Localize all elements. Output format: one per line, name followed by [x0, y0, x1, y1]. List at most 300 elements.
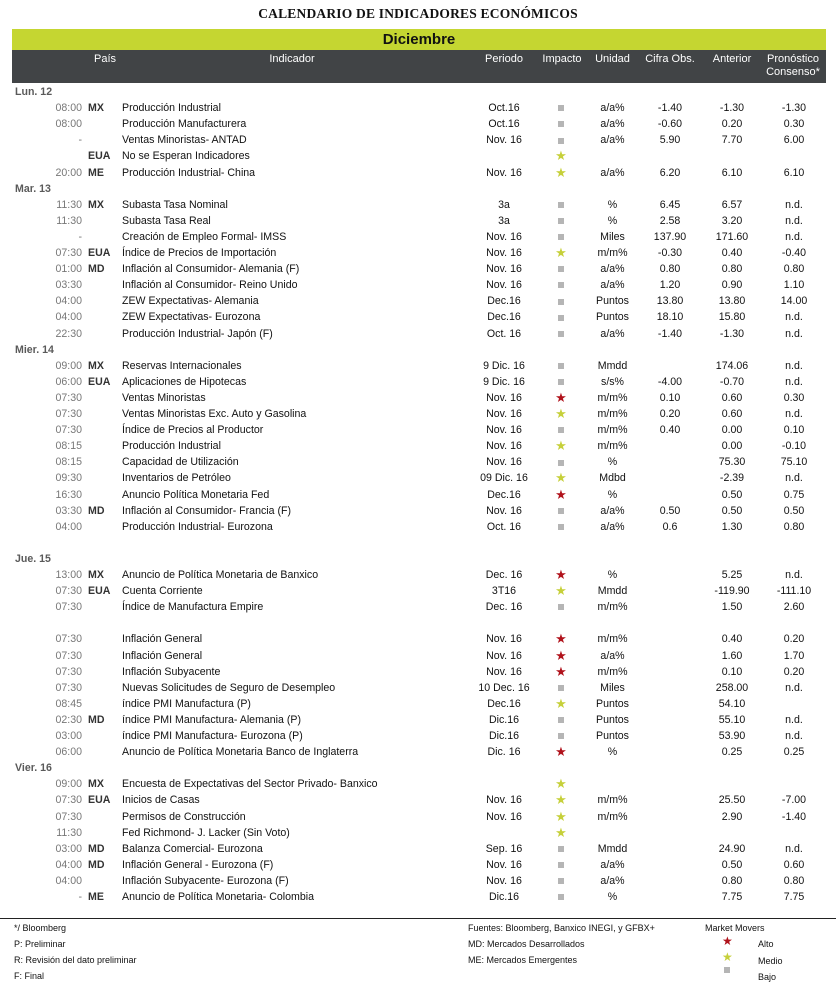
impact-low-square-icon: [545, 197, 577, 213]
time-cell: 06:00: [55, 746, 82, 759]
impact-low-square-icon: [545, 519, 577, 535]
forecast-cell: -1.40: [781, 810, 807, 823]
indicator-cell: Inflación General - Eurozona (F): [122, 858, 274, 871]
table-row: [12, 873, 826, 889]
forecast-cell: 0.80: [783, 520, 805, 533]
time-cell: 07:30: [55, 681, 82, 694]
indicator-cell: índice PMI Manufactura (P): [122, 697, 251, 710]
time-cell: 09:30: [55, 472, 82, 485]
indicator-cell: Ventas Minoristas- ANTAD: [122, 134, 247, 147]
unit-cell: m/m%: [597, 424, 628, 437]
unit-cell: m/m%: [597, 633, 628, 646]
indicator-cell: ZEW Expectativas- Eurozona: [122, 311, 261, 324]
day-header-row: [12, 342, 826, 358]
country-cell: EUA: [88, 375, 111, 388]
indicator-cell: Producción Industrial- China: [122, 166, 256, 179]
previous-cell: 0.60: [721, 391, 743, 404]
period-cell: Nov. 16: [486, 279, 522, 292]
unit-cell: m/m%: [597, 601, 628, 614]
impact-medium-star-icon: ★: [555, 695, 567, 711]
previous-cell: -0.70: [719, 375, 745, 388]
indicator-cell: Anuncio de Política Monetaria- Colombia: [122, 891, 314, 903]
spacer-row: [12, 615, 826, 631]
period-cell: Oct.16: [488, 102, 520, 115]
legend-alto-icon: ★: [722, 934, 733, 948]
forecast-cell: 6.00: [783, 134, 805, 147]
period-cell: Nov. 16: [486, 810, 522, 823]
country-cell: MD: [88, 504, 105, 517]
header-impacto: Impacto: [542, 53, 582, 65]
impact-low-square-icon: [545, 889, 577, 905]
indicator-cell: Encuesta de Expectativas del Sector Privado- Banxico: [122, 778, 378, 791]
forecast-cell: n.d.: [785, 713, 803, 726]
period-cell: Nov. 16: [486, 408, 522, 420]
country-cell: MX: [88, 778, 104, 791]
previous-cell: 5.25: [721, 569, 743, 581]
indicator-cell: Producción Manufacturera: [122, 118, 247, 131]
indicator-cell: Nuevas Solicitudes de Seguro de Desempleo: [122, 681, 336, 694]
country-cell: MD: [88, 263, 105, 276]
legend-medio-label: Medio: [758, 956, 783, 966]
previous-cell: 174.06: [715, 359, 749, 372]
forecast-cell: n.d.: [785, 198, 803, 211]
obs-cell: -0.30: [657, 247, 683, 259]
header-indicador: Indicador: [269, 53, 315, 65]
country-cell: MX: [88, 359, 104, 372]
header-unidad: Unidad: [595, 53, 630, 65]
unit-cell: m/m%: [597, 440, 628, 453]
time-cell: 04:00: [55, 295, 82, 308]
day-label: Mier. 14: [15, 343, 54, 356]
period-cell: Dec.16: [487, 697, 521, 710]
table-row: [12, 712, 826, 728]
table-row: [12, 809, 826, 825]
time-cell: 06:00: [55, 375, 82, 388]
previous-cell: 7.75: [721, 891, 743, 903]
table-row: [12, 406, 826, 422]
forecast-cell: n.d.: [785, 375, 803, 388]
period-cell: Dic.16: [488, 713, 520, 726]
impact-medium-star-icon: ★: [555, 245, 567, 260]
forecast-cell: n.d.: [785, 472, 803, 485]
impact-low-square-icon: [545, 326, 577, 342]
table-row: [12, 841, 826, 857]
table-row: [12, 116, 826, 132]
forecast-cell: 0.20: [783, 665, 805, 678]
indicator-cell: Anuncio de Política Monetaria Banco de Inglaterra: [122, 746, 359, 759]
unit-cell: Mdbd: [599, 472, 626, 485]
day-header-row: [12, 181, 826, 197]
impact-low-square-icon: [545, 599, 577, 615]
previous-cell: 53.90: [718, 730, 746, 742]
previous-cell: 54.10: [718, 697, 746, 710]
impact-low-square-icon: [545, 374, 577, 390]
impact-low-square-icon: [545, 116, 577, 132]
impact-high-star-icon: ★: [555, 647, 567, 663]
impact-high-star-icon: ★: [555, 567, 567, 582]
previous-cell: 2.90: [721, 810, 743, 823]
forecast-cell: n.d.: [785, 327, 803, 340]
header-pronostico-line1: Pronóstico: [767, 53, 819, 65]
previous-cell: 171.60: [715, 230, 749, 243]
unit-cell: a/a%: [600, 166, 625, 179]
unit-cell: a/a%: [600, 102, 625, 115]
unit-cell: %: [607, 569, 618, 581]
unit-cell: Puntos: [596, 697, 629, 710]
indicator-cell: Subasta Tasa Nominal: [122, 198, 228, 211]
country-cell: EUA: [88, 794, 111, 807]
period-cell: Dec. 16: [485, 601, 523, 614]
impact-medium-star-icon: ★: [555, 438, 567, 454]
indicator-cell: índice PMI Manufactura- Alemania (P): [122, 713, 301, 726]
indicator-cell: Producción Industrial: [122, 102, 221, 115]
previous-cell: 0.20: [721, 118, 743, 131]
time-cell: 08:00: [55, 102, 82, 115]
table-row: [12, 696, 826, 712]
country-cell: MD: [88, 842, 105, 855]
period-cell: Nov. 16: [486, 633, 522, 646]
footer-note-p: P: Preliminar: [14, 939, 66, 949]
indicator-cell: Inventarios de Petróleo: [122, 472, 231, 485]
period-cell: Sep. 16: [485, 842, 523, 855]
previous-cell: 0.25: [721, 746, 743, 759]
forecast-cell: 7.75: [783, 891, 805, 903]
time-cell: 09:00: [55, 778, 82, 791]
impact-low-square-icon: [545, 454, 577, 470]
unit-cell: m/m%: [597, 408, 628, 420]
indicator-cell: Capacidad de Utilización: [122, 456, 239, 469]
period-cell: Nov. 16: [486, 504, 522, 517]
previous-cell: -1.30: [719, 327, 745, 340]
country-cell: MX: [88, 198, 104, 211]
impact-medium-star-icon: ★: [555, 148, 567, 164]
impact-medium-star-icon: ★: [555, 824, 567, 840]
previous-cell: 0.50: [721, 858, 743, 871]
impact-low-square-icon: [545, 293, 577, 309]
impact-low-square-icon: [545, 358, 577, 374]
header-cifra-obs: Cifra Obs.: [645, 53, 695, 65]
indicator-cell: Aplicaciones de Hipotecas: [122, 375, 247, 388]
previous-cell: 55.10: [718, 713, 746, 726]
obs-cell: 13.80: [656, 295, 684, 308]
period-cell: Nov. 16: [486, 858, 522, 871]
legend-bajo-icon: [724, 967, 730, 973]
table-row: [12, 229, 826, 245]
indicator-cell: Cuenta Corriente: [122, 585, 203, 598]
country-cell: MD: [88, 713, 105, 726]
table-row: [12, 519, 826, 535]
period-cell: Dec.16: [487, 295, 521, 308]
country-cell: MX: [88, 569, 104, 581]
obs-cell: -4.00: [657, 375, 683, 388]
table-row: [12, 599, 826, 615]
previous-cell: 24.90: [718, 842, 746, 855]
obs-cell: 6.20: [659, 166, 681, 179]
obs-cell: 18.10: [656, 311, 684, 324]
indicator-cell: ZEW Expectativas- Alemania: [122, 295, 259, 308]
time-cell: 08:15: [55, 440, 82, 453]
footer-note-f: F: Final: [14, 971, 45, 981]
table-row: [12, 326, 826, 342]
time-cell: 22:30: [55, 327, 82, 340]
time-cell: 07:30: [55, 424, 82, 437]
indicator-cell: Índice de Precios de Importación: [122, 247, 277, 259]
time-cell: 08:15: [55, 456, 82, 469]
period-cell: Nov. 16: [486, 166, 522, 179]
table-row: [12, 100, 826, 116]
previous-cell: 13.80: [718, 295, 746, 308]
previous-cell: 258.00: [715, 681, 749, 694]
previous-cell: 0.40: [721, 247, 743, 259]
time-cell: 11:30: [56, 214, 82, 227]
period-cell: Nov. 16: [486, 247, 522, 259]
table-row: [12, 438, 826, 454]
table-row: [12, 792, 826, 808]
unit-cell: m/m%: [597, 794, 628, 807]
indicator-cell: Inflación Subyacente- Eurozona (F): [122, 874, 289, 887]
day-label: Mar. 13: [15, 182, 51, 195]
forecast-cell: n.d.: [785, 681, 803, 694]
time-cell: 03:30: [55, 504, 82, 517]
period-cell: Nov. 16: [486, 874, 522, 887]
header-pronostico: [760, 53, 826, 79]
unit-cell: s/s%: [601, 375, 624, 388]
impact-high-star-icon: ★: [555, 486, 567, 502]
impact-low-square-icon: [545, 100, 577, 116]
impact-low-square-icon: [545, 873, 577, 889]
table-row: [12, 567, 826, 583]
time-cell: 07:30: [55, 585, 82, 598]
previous-cell: 0.80: [721, 263, 743, 276]
previous-cell: 0.50: [721, 488, 743, 501]
period-cell: 3a: [498, 198, 510, 211]
impact-low-square-icon: [545, 132, 577, 148]
forecast-cell: n.d.: [785, 569, 803, 581]
previous-cell: 0.50: [721, 504, 743, 517]
unit-cell: %: [607, 891, 618, 903]
time-cell: 11:30: [56, 826, 82, 839]
previous-cell: 0.80: [721, 874, 743, 887]
time-cell: 08:45: [55, 697, 82, 710]
country-cell: MD: [88, 858, 105, 871]
month-banner: Diciembre: [12, 29, 826, 50]
time-cell: -: [78, 134, 82, 147]
forecast-cell: 0.80: [783, 263, 805, 276]
time-cell: 13:00: [55, 569, 82, 581]
time-cell: 11:30: [56, 198, 82, 211]
time-cell: -: [78, 230, 82, 243]
previous-cell: 6.57: [721, 198, 743, 211]
impact-high-star-icon: ★: [555, 744, 567, 760]
day-header-row: [12, 84, 826, 100]
period-cell: Dec. 16: [485, 569, 523, 581]
time-cell: 07:30: [55, 665, 82, 678]
forecast-cell: 2.60: [783, 601, 805, 614]
table-row: [12, 728, 826, 744]
time-cell: 07:30: [55, 601, 82, 614]
period-cell: 09 Dic. 16: [480, 472, 528, 485]
day-header-row: [12, 551, 826, 567]
indicator-cell: Balanza Comercial- Eurozona: [122, 842, 263, 855]
indicator-cell: Anuncio de Política Monetaria de Banxico: [122, 569, 319, 581]
table-row: [12, 503, 826, 519]
time-cell: 07:30: [55, 794, 82, 807]
time-cell: 04:00: [55, 520, 82, 533]
impact-medium-star-icon: ★: [555, 776, 567, 792]
obs-cell: 6.45: [659, 198, 681, 211]
table-row: [12, 889, 826, 905]
impact-low-square-icon: [545, 229, 577, 245]
table-row: [12, 776, 826, 792]
period-cell: 10 Dec. 16: [478, 681, 530, 694]
forecast-cell: 0.80: [783, 874, 805, 887]
indicator-cell: Inflación General: [122, 633, 203, 646]
unit-cell: a/a%: [600, 520, 625, 533]
header-periodo: Periodo: [485, 53, 523, 65]
time-cell: 07:30: [55, 810, 82, 823]
unit-cell: m/m%: [597, 665, 628, 678]
forecast-cell: -111.10: [776, 585, 812, 598]
page-title: CALENDARIO DE INDICADORES ECONÓMICOS: [258, 6, 578, 21]
table-row: [12, 857, 826, 873]
indicator-cell: Inflación al Consumidor- Alemania (F): [122, 263, 300, 276]
table-header: [12, 50, 826, 83]
forecast-cell: 0.10: [783, 424, 805, 437]
table-row: [12, 631, 826, 647]
indicator-cell: Inflación Subyacente: [122, 665, 221, 678]
time-cell: 03:00: [55, 730, 82, 742]
unit-cell: m/m%: [597, 810, 628, 823]
time-cell: 07:30: [55, 408, 82, 420]
obs-cell: 5.90: [659, 134, 681, 147]
time-cell: 07:30: [55, 247, 82, 259]
indicator-cell: Ventas Minoristas: [122, 391, 206, 404]
forecast-cell: 6.10: [783, 166, 805, 179]
impact-low-square-icon: [545, 422, 577, 438]
unit-cell: a/a%: [600, 263, 625, 276]
previous-cell: -119.90: [714, 585, 750, 598]
time-cell: 08:00: [55, 118, 82, 131]
impact-low-square-icon: [545, 712, 577, 728]
table-row: [12, 277, 826, 293]
legend-bajo-label: Bajo: [758, 972, 777, 982]
indicator-cell: Reservas Internacionales: [122, 359, 242, 372]
time-cell: 03:30: [55, 279, 82, 292]
impact-low-square-icon: [545, 857, 577, 873]
day-header-row: [12, 760, 826, 776]
impact-high-star-icon: ★: [555, 389, 567, 405]
impact-low-square-icon: [545, 261, 577, 277]
period-cell: Dic.16: [488, 730, 520, 742]
period-cell: Nov. 16: [486, 424, 522, 437]
footer-md: MD: Mercados Desarrollados: [468, 939, 585, 949]
forecast-cell: -1.30: [781, 102, 807, 115]
day-label: Lun. 12: [15, 86, 53, 98]
unit-cell: Mmdd: [597, 585, 628, 598]
forecast-cell: 0.75: [783, 488, 805, 501]
time-cell: 16:30: [55, 488, 82, 501]
unit-cell: Puntos: [596, 730, 629, 742]
impact-low-square-icon: [545, 309, 577, 325]
previous-cell: 1.60: [721, 649, 743, 662]
footer-note-r: R: Revisión del dato preliminar: [14, 955, 137, 965]
previous-cell: 75.30: [718, 456, 746, 469]
table-row: [12, 487, 826, 503]
unit-cell: %: [607, 488, 618, 501]
unit-cell: a/a%: [600, 649, 625, 662]
forecast-cell: -7.00: [781, 794, 807, 807]
impact-high-star-icon: ★: [555, 663, 567, 679]
indicator-cell: Ventas Minoristas Exc. Auto y Gasolina: [122, 408, 307, 420]
period-cell: Nov. 16: [486, 665, 522, 678]
time-cell: 03:00: [55, 842, 82, 855]
table-row: [12, 213, 826, 229]
country-cell: MX: [88, 102, 104, 115]
indicator-cell: Inicios de Casas: [122, 794, 200, 807]
period-cell: Nov. 16: [486, 456, 522, 469]
time-cell: 04:00: [55, 874, 82, 887]
previous-cell: 6.10: [721, 166, 743, 179]
time-cell: 01:00: [55, 263, 82, 276]
forecast-cell: 0.25: [783, 746, 805, 759]
table-row: [12, 293, 826, 309]
forecast-cell: n.d.: [785, 730, 803, 742]
period-cell: Nov. 16: [486, 649, 522, 662]
previous-cell: 0.40: [721, 633, 743, 646]
legend-title: Market Movers: [705, 923, 765, 933]
impact-low-square-icon: [545, 503, 577, 519]
impact-low-square-icon: [545, 841, 577, 857]
period-cell: 3T16: [491, 585, 517, 598]
unit-cell: Puntos: [596, 311, 629, 324]
previous-cell: 1.50: [721, 601, 743, 614]
previous-cell: 0.10: [721, 665, 743, 678]
time-cell: 07:30: [55, 649, 82, 662]
table-row: [12, 197, 826, 213]
impact-low-square-icon: [545, 277, 577, 293]
unit-cell: a/a%: [600, 858, 625, 871]
time-cell: 04:00: [55, 858, 82, 871]
impact-high-star-icon: ★: [555, 631, 567, 647]
forecast-cell: n.d.: [785, 408, 803, 420]
period-cell: Dec.16: [487, 488, 521, 501]
previous-cell: 0.90: [721, 279, 743, 292]
forecast-cell: n.d.: [785, 214, 803, 227]
indicator-cell: No se Esperan Indicadores: [122, 150, 250, 163]
period-cell: Nov. 16: [486, 134, 522, 147]
time-cell: 20:00: [55, 166, 82, 179]
table-row: [12, 165, 826, 181]
table-row: [12, 374, 826, 390]
indicator-cell: Índice de Manufactura Empire: [122, 601, 264, 614]
obs-cell: 0.50: [659, 504, 681, 517]
indicator-cell: Inflación al Consumidor- Reino Unido: [122, 279, 298, 292]
time-cell: 04:00: [55, 311, 82, 324]
table-row: [12, 454, 826, 470]
unit-cell: Mmdd: [597, 842, 628, 855]
country-cell: ME: [88, 166, 104, 179]
previous-cell: 0.00: [721, 424, 743, 437]
previous-cell: 25.50: [718, 794, 746, 807]
indicator-cell: Producción Industrial- Japón (F): [122, 327, 273, 340]
impact-medium-star-icon: ★: [555, 792, 567, 808]
obs-cell: 1.20: [659, 279, 681, 292]
indicator-cell: Anuncio Política Monetaria Fed: [122, 488, 270, 501]
indicator-cell: Producción Industrial- Eurozona: [122, 520, 273, 533]
footer: [0, 918, 836, 999]
time-cell: 09:00: [55, 359, 82, 372]
footer-sources: Fuentes: Bloomberg, Banxico INEGI, y GFBX+: [468, 923, 655, 933]
